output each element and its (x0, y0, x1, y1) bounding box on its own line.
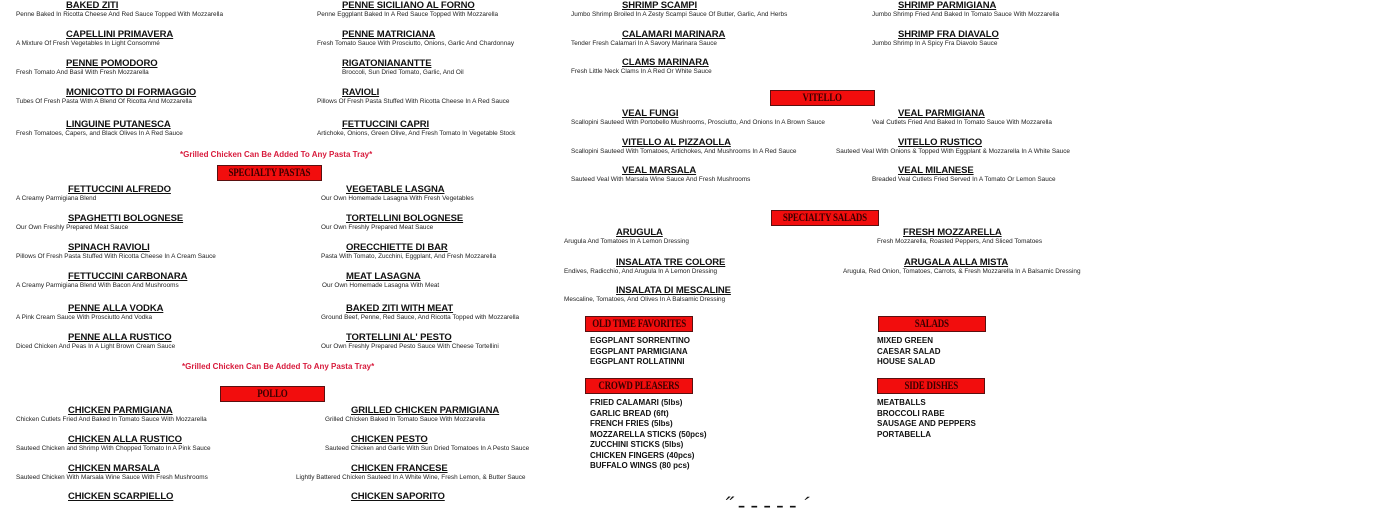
menu-item-name: VITELLO RUSTICO (898, 137, 983, 148)
menu-item-name: LINGUINE PUTANESCA (66, 119, 171, 130)
menu-item-name: BAKED ZITI WITH MEAT (346, 303, 454, 314)
menu-item-name: FETTUCCINI ALFREDO (68, 184, 171, 195)
menu-item-name: VEGETABLE LASGNA (346, 184, 445, 195)
menu-item-description: Fresh Mozzarella, Roasted Peppers, And Sliced Tomatoes (877, 238, 1043, 245)
menu-list-item: MOZZARELLA STICKS (50pcs) (590, 429, 707, 439)
menu-item-description: Mescaline, Tomatoes, And Olives In A Balsamic Dressing (564, 296, 726, 303)
menu-list-item: HOUSE SALAD (877, 357, 936, 366)
menu-item-description: Tubes Of Fresh Pasta With A Blend Of Ricotta And Mozzarella (16, 98, 192, 105)
menu-item-name: SHRIMP FRA DIAVALO (898, 29, 999, 40)
menu-item-name: CHICKEN MARSALA (68, 463, 160, 474)
menu-item-name: FETTUCCINI CAPRI (342, 119, 430, 130)
menu-item-description: Fresh Little Neck Clams In A Red Or White Sauce (571, 68, 712, 75)
menu-list-item: EGGPLANT PARMIGIANA (590, 346, 688, 356)
menu-item-name: CHICKEN PARMIGIANA (68, 405, 173, 416)
menu-item-name: TORTELLINI BOLOGNESE (346, 213, 464, 224)
menu-item-name: MONICOTTO DI FORMAGGIO (66, 87, 197, 98)
menu-item-name: VEAL MARSALA (622, 165, 697, 176)
menu-item-description: Jumbo Shrimp Fried And Baked In Tomato Sauce With Mozzarella (872, 11, 1060, 18)
menu-list-item: SAUSAGE AND PEPPERS (877, 419, 976, 428)
menu-list-item: FRENCH FRIES (5lbs) (590, 419, 673, 428)
menu-item-name: PENNE ALLA VODKA (68, 303, 164, 314)
menu-item-description: Diced Chicken And Peas In A Light Brown Cream Sauce (16, 343, 176, 350)
menu-item-name: PENNE ALLA RUSTICO (68, 332, 172, 343)
menu-item-name: VITELLO AL PIZZAOLLA (622, 137, 731, 148)
vitello-heading: VITELLO (770, 90, 875, 106)
crowd-pleasers-heading: CROWD PLEASERS (585, 378, 693, 394)
menu-item-name: PENNE MATRICIANA (342, 29, 436, 40)
menu-item-name: CLAMS MARINARA (622, 57, 709, 68)
menu-item-description: Pasta With Tomato, Zucchini, Eggplant, And Fresh Mozzarella (321, 253, 496, 260)
menu-item-description: Sauteed Chicken With Marsala Wine Sauce With Fresh Mushrooms (16, 474, 208, 481)
grilled-chicken-note: *Grilled Chicken Can Be Added To Any Pasta Tray* (180, 150, 373, 159)
menu-item-description: Ground Beef, Penne, Red Sauce, And Ricotta Topped with Mozzarella (321, 314, 520, 321)
menu-item-name: CHICKEN SAPORITO (351, 491, 445, 502)
salads-heading: SALADS (878, 316, 986, 332)
menu-item-name: RAVIOLI (342, 87, 380, 98)
menu-item-name: PENNE SICILIANO AL FORNO (342, 0, 475, 11)
menu-item-name: PENNE POMODORO (66, 58, 158, 69)
specialty-pastas-heading: SPECIALTY PASTAS (217, 165, 322, 181)
menu-item-name: FRESH MOZZARELLA (903, 227, 1002, 238)
menu-list-item: MIXED GREEN (877, 336, 934, 345)
menu-item-description: Penne Baked In Ricotta Cheese And Red Sauce Topped With Mozzarella (16, 11, 223, 18)
menu-item-description: Our Own Freshly Prepared Pesto Sauce With Cheese Tortellini (321, 343, 499, 350)
menu-item-name: VEAL MILANESE (898, 165, 974, 176)
menu-item-name: BAKED ZITI (66, 0, 119, 11)
menu-item-name: SHRIMP SCAMPI (622, 0, 698, 11)
menu-item-description: Sauteed Veal With Marsala Wine Sauce And Fresh Mushrooms (571, 176, 751, 183)
menu-item-description: Fresh Tomatoes, Capers, and Black Olives In A Red Sauce (16, 130, 183, 137)
menu-item-description: Chicken Cutlets Fried And Baked In Tomato Sauce With Mozzarella (16, 416, 207, 423)
menu-item-description: Breaded Veal Cutlets Fried Served In A Tomato Or Lemon Sauce (872, 176, 1056, 183)
menu-list-item: CHICKEN FINGERS (40pcs) (590, 450, 695, 460)
menu-item-description: Artichoke, Onions, Green Olive, And Fresh Tomato In Vegetable Stock (317, 130, 516, 137)
menu-item-description: Tender Fresh Calamari In A Savory Marinara Sauce (571, 40, 717, 47)
menu-item-description: Fresh Tomato Sauce With Prosciutto, Onions, Garlic And Chardonnay (317, 40, 515, 47)
menu-item-name: INSALATA DI MESCALINE (616, 285, 731, 296)
menu-item-description: Penne Eggplant Baked In A Red Sauce Topped With Mozzarella (317, 11, 499, 18)
signature-script-fragment: ˝ ‐ ‐ ‐ ‐ ‐ ´ (725, 492, 810, 517)
menu-item-name: SPAGHETTI BOLOGNESE (68, 213, 184, 224)
menu-list-item: BUFFALO WINGS (80 pcs) (590, 461, 690, 470)
menu-item-name: FETTUCCINI CARBONARA (68, 271, 188, 282)
menu-item-name: ORECCHIETTE DI BAR (346, 242, 448, 253)
menu-item-name: ARUGALA ALLA MISTA (904, 257, 1009, 268)
menu-item-description: Sauteed Chicken and Shrimp With Chopped Tomato In A Pink Sauce (16, 445, 211, 452)
menu-item-name: CHICKEN SCARPIELLO (68, 491, 174, 502)
menu-item-description: Our Own Homemade Lasagna With Meat (322, 282, 440, 289)
menu-list-item: MEATBALLS (877, 398, 926, 407)
menu-item-description: Scallopini Sauteed With Tomatoes, Artichokes, And Mushrooms In A Red Sauce (571, 148, 797, 155)
menu-list-item: EGGPLANT ROLLATINNI (590, 357, 685, 366)
menu-item-description: Our Own Freshly Prepared Meat Sauce (16, 224, 129, 231)
menu-item-description: Our Own Homemade Lasagna With Fresh Vegetables (321, 195, 474, 202)
menu-item-description: Jumbo Shrimp In A Spicy Fra Diavolo Sauce (872, 40, 998, 47)
menu-list-item: EGGPLANT SORRENTINO (590, 336, 691, 345)
menu-item-name: CHICKEN FRANCESE (351, 463, 448, 474)
menu-list-item: PORTABELLA (877, 429, 932, 439)
menu-list-item: FRIED CALAMARI (5lbs) (590, 398, 683, 407)
menu-item-name: MEAT LASAGNA (346, 271, 421, 282)
menu-item-name: CHICKEN ALLA RUSTICO (68, 434, 182, 445)
menu-list-item: CAESAR SALAD (877, 346, 941, 356)
menu-item-description: A Creamy Parmigiana Blend With Bacon And Mushrooms (16, 282, 179, 289)
menu-item-description: Pillows Of Fresh Pasta Stuffed With Ricotta Cheese In A Red Sauce (317, 98, 510, 105)
old-time-favorites-heading: OLD TIME FAVORITES (585, 316, 693, 332)
menu-item-name: CALAMARI MARINARA (622, 29, 726, 40)
menu-item-description: A Mixture Of Fresh Vegetables In Light Consommé (16, 40, 160, 47)
menu-item-description: Grilled Chicken Baked In Tomato Sauce With Mozzarella (325, 416, 486, 423)
grilled-chicken-note: *Grilled Chicken Can Be Added To Any Pasta Tray* (182, 362, 375, 371)
pollo-heading: POLLO (220, 386, 325, 402)
menu-item-name: RIGATONIANANTTE (342, 58, 432, 69)
menu-item-description: Sauteed Veal With Onions & Topped With Eggplant & Mozzarella In A White Sauce (836, 148, 1070, 155)
menu-item-name: VEAL FUNGI (622, 108, 679, 119)
menu-item-description: Our Own Freshly Prepared Meat Sauce (321, 224, 434, 231)
menu-item-description: Scallopini Sauteed With Portobello Mushrooms, Prosciutto, And Onions In A Brown Sauce (571, 119, 825, 126)
menu-item-name: CAPELLINI PRIMAVERA (66, 29, 174, 40)
menu-list-item: BROCCOLI RABE (877, 408, 945, 418)
menu-item-name: SHRIMP PARMIGIANA (898, 0, 997, 11)
menu-item-description: Pillows Of Fresh Pasta Stuffed With Ricotta Cheese In A Cream Sauce (16, 253, 216, 260)
menu-list-item: GARLIC BREAD (6ft) (590, 408, 669, 418)
menu-item-description: Lightly Battered Chicken Sauteed In A White Wine, Fresh Lemon, & Butter Sauce (296, 474, 526, 481)
menu-item-name: INSALATA TRE COLORE (616, 257, 726, 268)
menu-item-name: VEAL PARMIGIANA (898, 108, 985, 119)
menu-item-name: TORTELLINI AL' PESTO (346, 332, 452, 343)
menu-item-name: GRILLED CHICKEN PARMIGIANA (351, 405, 500, 416)
menu-item-description: Sauteed Chicken and Garlic With Sun Dried Tomatoes In A Pesto Sauce (325, 445, 530, 452)
menu-list-item: ZUCCHINI STICKS (5lbs) (590, 440, 684, 449)
menu-item-description: Broccoli, Sun Dried Tomato, Garlic, And Oil (342, 69, 464, 76)
menu-item-description: Jumbo Shrimp Broiled In A Zesty Scampi Sauce Of Butter, Garlic, And Herbs (571, 11, 788, 18)
menu-item-description: A Pink Cream Sauce With Prosciutto And Vodka (16, 314, 153, 321)
menu-item-description: Endives, Radicchio, And Arugula In A Lemon Dressing (564, 268, 718, 275)
menu-item-description: A Creamy Parmigiana Blend (16, 195, 97, 202)
menu-item-name: CHICKEN PESTO (351, 434, 428, 445)
menu-item-description: Fresh Tomato And Basil With Fresh Mozzarella (16, 69, 149, 76)
menu-item-name: SPINACH RAVIOLI (68, 242, 150, 253)
menu-item-name: ARUGULA (616, 227, 663, 238)
specialty-salads-heading: SPECIALTY SALADS (771, 210, 879, 226)
side-dishes-heading: SIDE DISHES (877, 378, 985, 394)
menu-item-description: Arugula And Tomatoes In A Lemon Dressing (564, 238, 689, 245)
menu-item-description: Arugula, Red Onion, Tomatoes, Carrots, & Fresh Mozzarella In A Balsamic Dressing (843, 268, 1081, 275)
menu-item-description: Veal Cutlets Fried And Baked In Tomato Sauce With Mozzarella (872, 119, 1052, 126)
